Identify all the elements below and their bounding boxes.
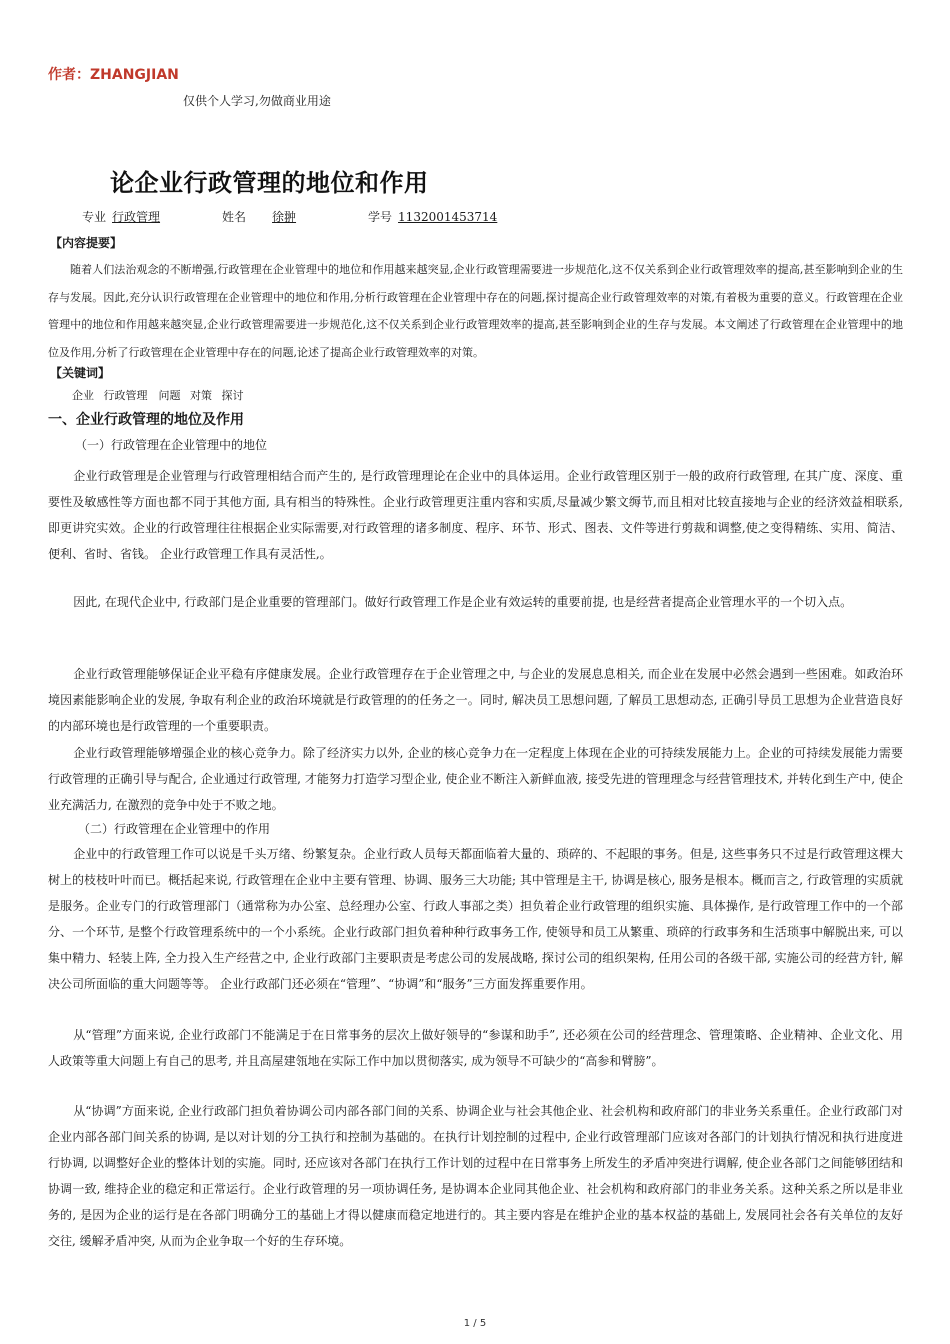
name-label: 姓名 [222,210,247,224]
paragraph-4: 企业行政管理能够增强企业的核心竞争力。除了经济实力以外, 企业的核心竞争力在一定程度上体现在企业的可持续发展能力上。企业的可持续发展能力需要行政管理的正确引导与配合, 企业通过行政管理, 才能努力打造学习型企业, 使企业不断注入新鲜血液, 接受先进的管理理念与经营管理技术, 并转化到生产中, 使企业充满活力, 在激烈的竞争中处于不败之地。 [48,746,903,812]
paragraph-3: 企业行政管理能够保证企业平稳有序健康发展。企业行政管理存在于企业管理之中, 与企业的发展息息相关, 而企业在发展中必然会遇到一些困难。如政治环境因素能影响企业的发展, 争取有利企业的政治环境就是行政管理的的任务之一。同时, 解决员工思想问题, 了解员工思想动态, 正确引导员工思想为企业营造良好的内部环境也是行政管理的一个重要职责。 [48,667,903,733]
subsection-heading-2: （二）行政管理在企业管理中的作用 [78,822,271,836]
student-id-value: 1132001453714 [398,210,498,224]
name-value: 徐翀 [272,210,297,224]
major-value: 行政管理 [112,210,161,224]
document-title: 论企业行政管理的地位和作用 [110,169,429,197]
section-heading-1: 一、企业行政管理的地位及作用 [48,412,244,428]
paragraph-5: 企业中的行政管理工作可以说是千头万绪、纷繁复杂。企业行政人员每天都面临着大量的、琐碎的、不起眼的事务。但是, 这些事务只不过是行政管理这棵大树上的枝枝叶叶而已。概括起来说, 行政管理在企业中主要有管理、协调、服务三大功能; 其中管理是主干, 协调是核心, 服务是根本。概而言之, 行政管理的实质就是服务。企业专门的行政管理部门（通常称为办公室、总经理办公室、行政人事部之类）担负着企业行政管理的组织实施、具体操作, 是行政管理工作中的一个部分、一个环节, 是整个行政管理系统中的一个小系统。企业行政部门担负着种种行政事务工作, 使领导和员工从繁重、琐碎的行政事务和生活琐事中解脱出来, 可以集中精力、轻装上阵, 全力投入生产经营之中, 企业行政部门主要职责是考虑公司的发展战略, 探讨公司的组织架构, 任用公司的各级干部, 实施公司的经营方针, 解决公司所面临的重大问题等等。 企业行政部门还必须在“管理”、“协调”和“服务”三方面发挥重要作用。 [48,847,903,991]
keywords-text: 企业 行政管理 问题 对策 探讨 [72,389,244,402]
subsection-heading-1: （一）行政管理在企业管理中的地位 [75,438,268,452]
author-meta-row [82,208,568,225]
author-line: 作者：ZHANGJIAN [48,67,179,83]
paragraph-2: 因此, 在现代企业中, 行政部门是企业重要的管理部门。做好行政管理工作是企业有效运转的重要前提, 也是经营者提高企业管理水平的一个切入点。 [73,595,853,609]
paragraph-1: 企业行政管理是企业管理与行政管理相结合而产生的, 是行政管理理论在企业中的具体运用。企业行政管理区别于一般的政府行政管理, 在其广度、深度、重要性及敏感性等方面也都不同于其他方面, 具有相当的特殊性。企业行政管理更注重内容和实质,尽量减少繁文缛节,而且相对比较直接地与企业的经济效益相联系,即更讲究实效。企业的行政管理往往根据企业实际需要,对行政管理的诸多制度、程序、环节、形式、图表、文件等进行剪裁和调整,使之变得精练、实用、简洁、便利、省时、省钱。 企业行政管理工作具有灵活性,。 [48,469,903,561]
page-number: 1 / 5 [463,1318,487,1329]
abstract-text: 随着人们法治观念的不断增强,行政管理在企业管理中的地位和作用越来越突显,企业行政管理需要进一步规范化,这不仅关系到企业行政管理效率的提高,甚至影响到企业的生存与发展。因此,充分认识行政管理在企业管理中的地位和作用,分析行政管理在企业管理中存在的问题,探讨提高企业行政管理效率的对策,有着极为重要的意义。行政管理在企业管理中的地位和作用越来越突显,企业行政管理需要进一步规范化,这不仅关系到企业行政管理效率的提高,甚至影响到企业的生存与发展。本文阐述了行政管理在企业管理中的地位及作用,分析了行政管理在企业管理中存在的问题,论述了提高企业行政管理效率的对策。 [48,263,903,359]
paragraph-7: 从“协调”方面来说, 企业行政部门担负着协调公司内部各部门间的关系、协调企业与社会其他企业、社会机构和政府部门的非业务关系重任。企业行政部门对企业内部各部门间关系的协调, 是以对计划的分工执行和控制为基础的。在执行计划控制的过程中, 企业行政管理部门应该对各部门的计划执行情况和执行进度进行协调, 以调整好企业的整体计划的实施。同时, 还应该对各部门在执行工作计划的过程中在日常事务上所发生的矛盾冲突进行调解, 使企业各部门之间能够团结和协调一致, 维持企业的稳定和正常运行。企业行政管理的另一项协调任务, 是协调本企业同其他企业、社会机构和政府部门的非业务关系。这种关系之所以是非业务的, 是因为企业的运行是在各部门明确分工的基础上才得以健康而稳定地进行的。其主要内容是在维护企业的基本权益的基础上, 发展同社会各有关单位的友好交往, 缓解矛盾冲突, 从而为企业争取一个好的生存环境。 [48,1104,903,1248]
paragraph-6: 从“管理”方面来说, 企业行政部门不能满足于在日常事务的层次上做好领导的“参谋和助手”, 还必须在公司的经营理念、管理策略、企业精神、企业文化、用人政策等重大问题上有自己的思考, 并且高屋建瓴地在实际工作中加以贯彻落实, 成为领导不可缺少的“高参和臂膀”。 [48,1028,903,1068]
abstract-label: 【内容提要】 [50,236,123,250]
usage-notice: 仅供个人学习,勿做商业用途 [183,94,331,108]
keywords-label: 【关键词】 [50,366,111,380]
major-label: 专业 [82,210,107,224]
student-id-label: 学号 [368,210,393,224]
